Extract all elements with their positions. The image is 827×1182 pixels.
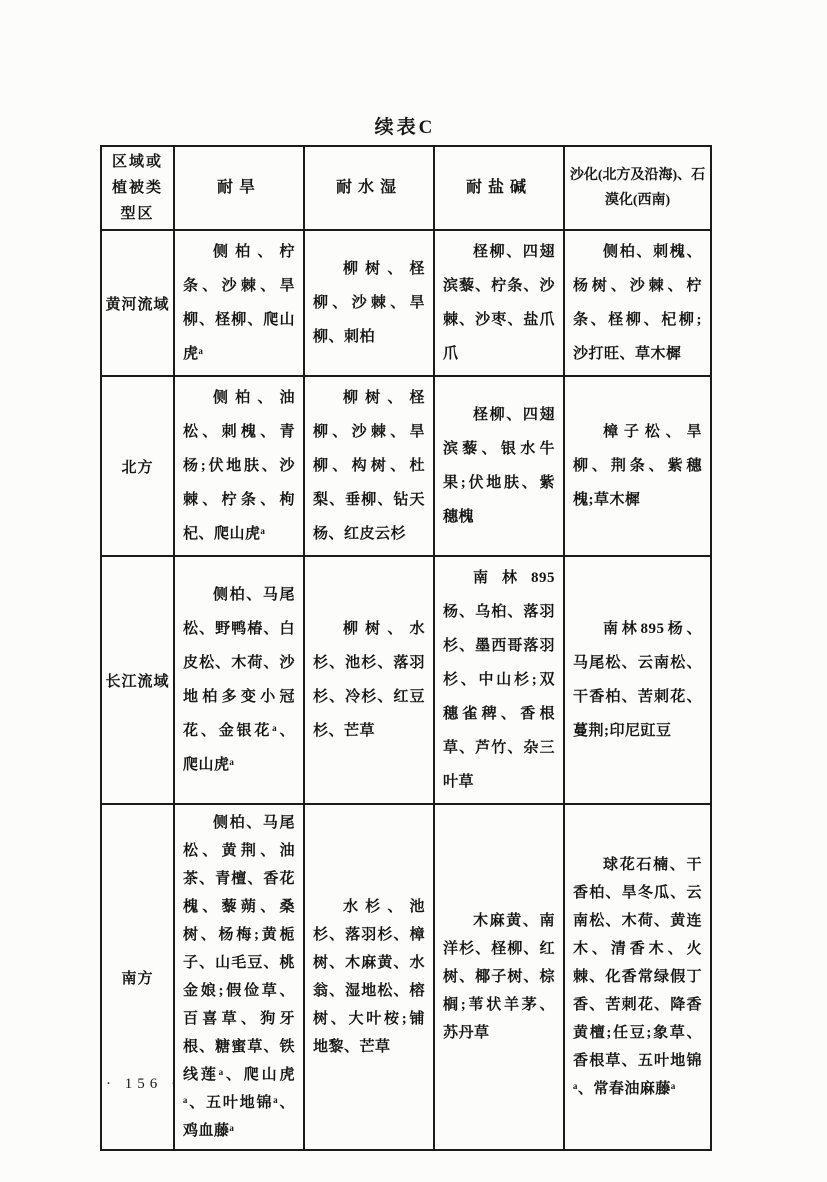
cell-text: 侧柏、刺槐、杨树、沙棘、柠条、柽柳、杞柳;沙打旺、草木樨 (573, 244, 702, 362)
cell-text: 柽柳、四翅滨藜、银水牛果;伏地肤、紫穗槐 (443, 407, 555, 525)
cell-sand (564, 230, 711, 376)
cell-sand (564, 804, 711, 1150)
header-drought: 耐旱 (174, 146, 304, 230)
header-desertification: 沙化(北方及沿海)、石漠化(西南) (564, 146, 711, 230)
cell-text: 柽柳、四翅滨藜、柠条、沙棘、沙枣、盐爪爪 (443, 244, 555, 362)
page-number: · 156 · (106, 1076, 181, 1092)
cell-drought (174, 376, 304, 556)
header-row (101, 146, 711, 230)
cell-sand (564, 556, 711, 804)
table-row-yangtze (101, 556, 711, 804)
cell-text: 南林895杨、马尾松、云南松、干香柏、苦刺花、蔓荆;印尼豇豆 (573, 621, 702, 739)
cell-water (304, 804, 434, 1150)
cell-salt (434, 556, 564, 804)
cell-text: 柳树、柽柳、沙棘、旱柳、构树、杜梨、垂柳、钻天杨、红皮云杉 (313, 390, 425, 542)
cell-text: 球花石楠、干香柏、旱冬瓜、云南松、木荷、黄连木、清香木、火棘、化香常绿假丁香、苦刺花、降香黄檀;任豆;象草、香根草、五叶地锦ᵃ、常春油麻藤ᵃ (573, 857, 702, 1097)
cell-water (304, 230, 434, 376)
cell-text: 木麻黄、南洋杉、柽柳、红树、椰子树、棕榈;苇状羊茅、苏丹草 (443, 913, 555, 1041)
header-region-type: 区域或植被类型区 (101, 146, 174, 230)
cell-text: 水杉、池杉、落羽杉、樟树、木麻黄、水翁、湿地松、榕树、大叶桉;铺地黎、芒草 (313, 899, 425, 1055)
cell-text: 侧柏、柠条、沙棘、旱柳、柽柳、爬山虎ᵃ (183, 244, 295, 362)
cell-salt (434, 230, 564, 376)
table-row-yellow-river (101, 230, 711, 376)
table-row-south (101, 804, 711, 1150)
cell-drought (174, 556, 304, 804)
cell-sand (564, 376, 711, 556)
cell-text: 侧柏、马尾松、野鸭椿、白皮松、木荷、沙地柏多变小冠花、金银花ᵃ、爬山虎ᵃ (183, 587, 295, 773)
region-cell: 黄河流域 (101, 230, 174, 376)
cell-water (304, 556, 434, 804)
region-cell: 南方 (101, 804, 174, 1150)
cell-drought (174, 804, 304, 1150)
cell-text: 南林895杨、乌桕、落羽杉、墨西哥落羽杉、中山杉;双穗雀稗、香根草、芦竹、杂三叶草 (443, 570, 555, 790)
cell-text: 柳树、水杉、池杉、落羽杉、冷杉、红豆杉、芒草 (313, 621, 425, 739)
cell-drought (174, 230, 304, 376)
cell-text: 侧柏、油松、刺槐、青杨;伏地肤、沙棘、柠条、枸杞、爬山虎ᵃ (183, 390, 295, 542)
cell-water (304, 376, 434, 556)
cell-text: 柳树、柽柳、沙棘、旱柳、刺柏 (313, 261, 425, 345)
region-cell: 北方 (101, 376, 174, 556)
table-title: 续表C (374, 117, 436, 138)
plant-species-table (100, 145, 712, 1151)
header-water-tolerant: 耐水湿 (304, 146, 434, 230)
region-cell: 长江流域 (101, 556, 174, 804)
table-row-north (101, 376, 711, 556)
cell-text: 樟子松、旱柳、荆条、紫穗槐;草木樨 (573, 424, 702, 508)
cell-salt (434, 804, 564, 1150)
cell-salt (434, 376, 564, 556)
header-salt-alkali: 耐盐碱 (434, 146, 564, 230)
cell-text: 侧柏、马尾松、黄荆、油茶、青檀、香花槐、藜蒴、桑树、杨梅;黄栀子、山毛豆、桃金娘;假俭草、百喜草、狗牙根、糖蜜草、铁线莲ᵃ、爬山虎ᵃ、五叶地锦ᵃ、鸡血藤ᵃ (183, 815, 295, 1139)
